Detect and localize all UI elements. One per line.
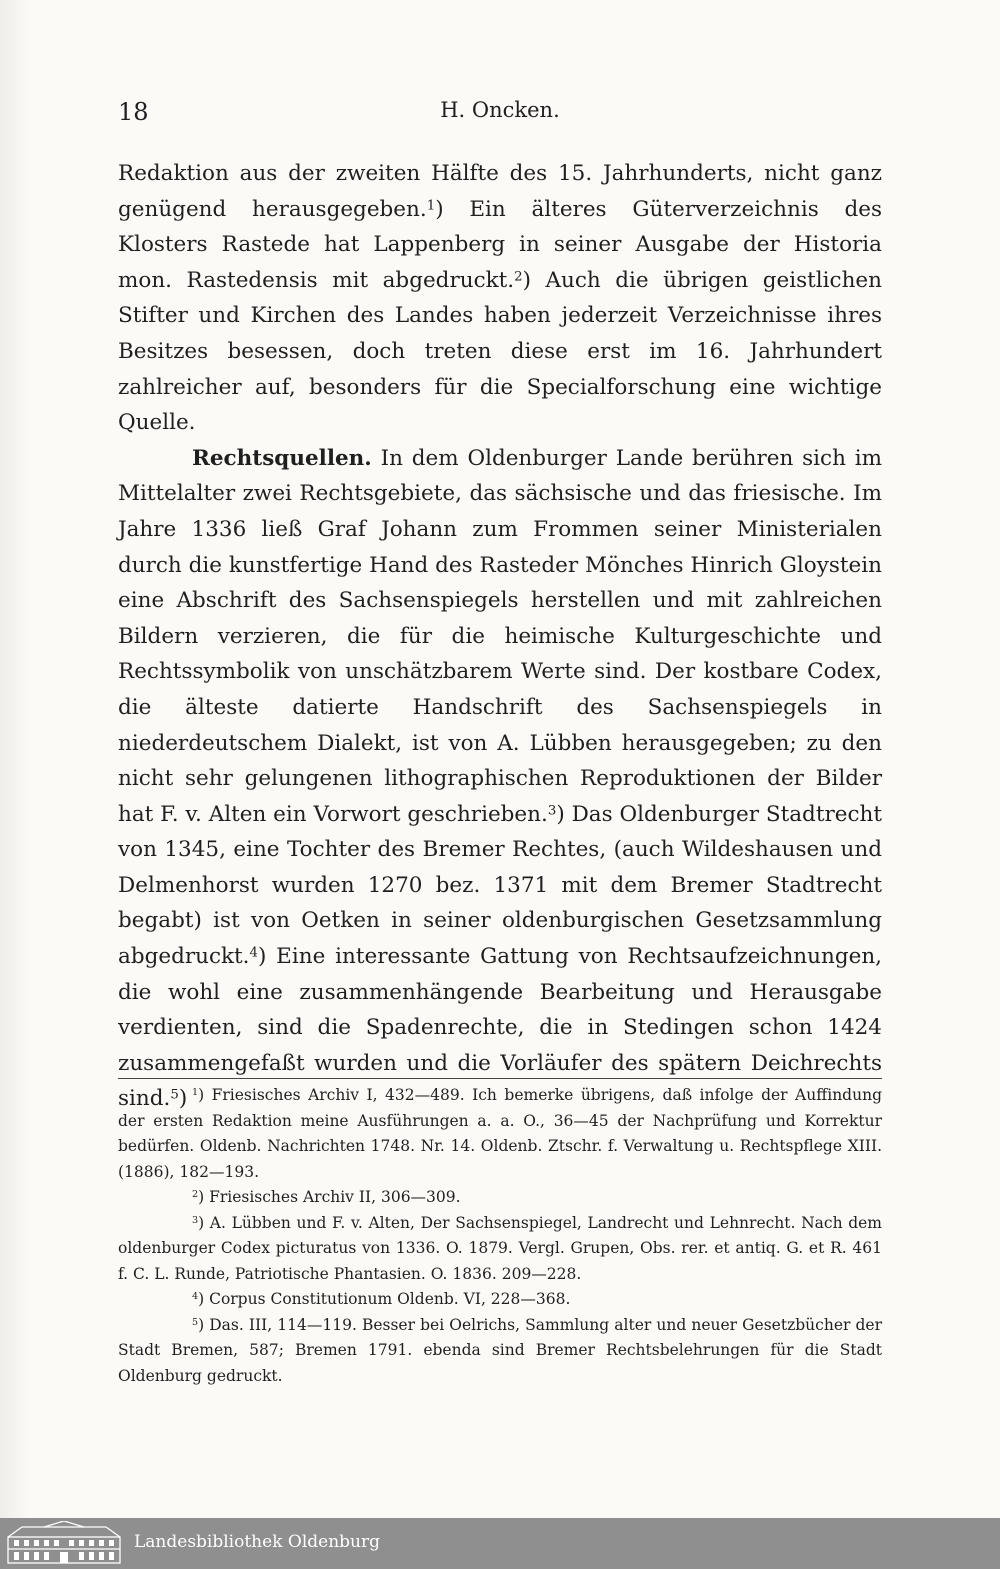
footnote-ref-2: 2 — [514, 269, 523, 285]
footnote-2: $^2$) Friesisches Archiv II, 306—309. — [192, 1188, 461, 1206]
main-text — [118, 156, 882, 1117]
footnote-divider — [118, 1078, 882, 1079]
spine-shadow — [0, 0, 30, 1518]
footnote-ref-5: 5 — [170, 1087, 179, 1103]
footnote-4: $^4$) Corpus Constitutionum Oldenb. VI, 228—368. — [192, 1290, 571, 1308]
footnote-1: $^1$) Friesisches Archiv I, 432—489. Ich bemerke übrigens, daß infolge der Auffindung der ersten Redaktion meine Ausführungen a. a. O., 36—45 der Nachprüfung und Korrektur bedürfen. Oldenb. Nachrichten 1748. Nr. 14. Oldenb. Ztschr. f. Verwaltung u. Rechtspflege XIII. (1886), 182—193. — [118, 1086, 882, 1181]
footnote-3: $^3$) A. Lübben und F. v. Alten, Der Sachsenspiegel, Landrecht und Lehnrecht. Nach dem oldenburger Codex picturatus von 1336. O. 1879. Vergl. Grupen, Obs. rer. et antiq. G. et R. 461 f. C. L. Runde, Patriotische Phantasien. O. 1836. 209—228. — [118, 1213, 882, 1283]
page-header — [118, 98, 882, 132]
footnotes — [118, 1083, 882, 1389]
library-name: Landesbibliothek Oldenburg — [134, 1532, 381, 1552]
paragraph-1: Redaktion aus der zweiten Hälfte des 15. Jahrhunderts, nicht ganz genügend herausgegeben.$^1$) Ein älteres Güterverzeichnis des Klosters Rastede hat Lappenberg in seiner Ausgabe der Historia mon. Rastedensis mit abgedruckt.$^2$) Auch die übrigen geistlichen Stifter und Kirchen des Landes haben jederzeit Verzeichnisse ihres Besitzes besessen, doch treten diese erst im 16. Jahrhundert zahlreicher auf, besonders für die Specialforschung eine wichtige Quelle. — [118, 161, 882, 436]
paragraph-2: Rechtsquellen. In dem Oldenburger Lande berühren sich im Mittelalter zwei Rechtsgebiete, das sächsische und das friesische. Im Jahre 1336 ließ Graf Johann zum Frommen seiner Ministerialen durch die kunstfertige Hand des Rasteder Mönches Hinrich Gloystein eine Abschrift des Sachsenspiegels herstellen und mit zahlreichen Bildern verzieren, die für die heimische Kulturgeschichte und Rechtssymbolik von unschätzbarem Werte sind. Der kostbare Codex, die älteste datierte Handschrift des Sachsenspiegels in niederdeutschem Dialekt, ist von A. Lübben herausgegeben; zu den nicht sehr gelungenen lithographischen Reproduktionen der Bilder hat F. v. Alten ein Vorwort geschrieben.$^3$) Das Oldenburger Stadtrecht von 1345, eine Tochter des Bremer Rechtes, (auch Wildeshausen und Delmenhorst wurden 1270 bez. 1371 mit dem Bremer Stadtrecht begabt) ist von Oetken in seiner oldenburgischen Gesetzsammlung abgedruckt.$^4$) Eine interessante Gattung von Rechtsaufzeichnungen, die wohl eine zusammenhängende Bearbeitung und Herausgabe verdienten, sind die Spadenrechte, die in Stedingen schon 1424 zusammengefaßt wurden und die Vorläufer des spätern Deichrechts sind.$^5$) — [118, 445, 882, 1112]
library-footer-bar — [0, 1518, 1000, 1569]
footnote-5: $^5$) Das. III, 114—119. Besser bei Oelrichs, Sammlung alter und neuer Gesetzbücher der Stadt Bremen, 587; Bremen 1791. ebenda sind Bremer Rechtsbelehrungen für die Stadt Oldenburg gedruckt. — [118, 1315, 882, 1385]
footnote-ref-1: 1 — [426, 197, 436, 213]
section-heading: Rechtsquellen. — [192, 445, 372, 471]
footnote-ref-4: 4 — [249, 945, 258, 961]
library-building-icon — [4, 1521, 124, 1566]
running-head: H. Oncken. — [440, 98, 560, 122]
footnote-ref-3: 3 — [547, 803, 557, 819]
page-number: 18 — [118, 98, 149, 126]
